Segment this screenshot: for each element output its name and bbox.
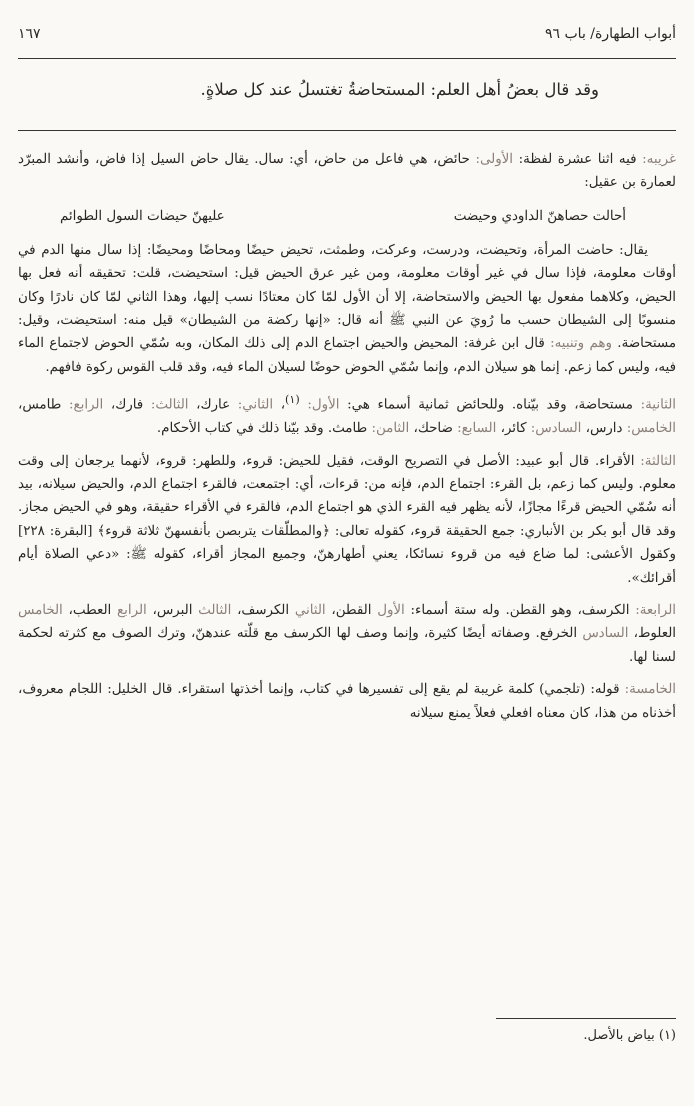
commentary-paragraph-3	[18, 388, 676, 440]
verse-first-hemistich: أحالت حصاهنّ الداودي وحيضت	[453, 208, 626, 224]
page-number: ١٦٧	[18, 26, 41, 42]
keyword-ordinal: الأول	[377, 602, 405, 618]
commentary	[18, 148, 676, 734]
text-span: كائر،	[496, 421, 531, 437]
keyword-ordinal: السابع:	[457, 421, 497, 437]
keyword-ordinal: الخامس:	[626, 421, 676, 437]
keyword-fourth: الرابعة:	[635, 602, 676, 618]
text-span: الخرفع. وصفاته أيضًا كثيرة، وإنما وصف لها الكرسف مع قلّته عندهنّ، وترك الصوف مع كثرته لحكمة لسنا لها.	[18, 626, 676, 665]
text-span: يقال: حاضت المرأة، وتحيضت، ودرست، وعركت، وطمثت، تحيض حيضًا ومحاضًا ومحيضًا: إذا سال منها الدم في أوقات معلومة، فإذا سال في غير أوقات معلومة، ومن غير عرق الحيض قيل: استحيضت، قلت: تحقيقه أنه فعل بها الحيض، وكلاهما مفعول بها الحيض والاستحاضة، إلا أن الأول لمّا كان معتادًا نسب إليها، وهذا الثاني لمّا كان نادرًا وكان منسوبًا إلى الشيطان حسب ما رُويَ عن النبي ﷺ أنه قال: «إنها ركضة من الشيطان» قيل منه: استحيضت، وقيل: مستحاضة.	[18, 242, 677, 352]
keyword-ordinal: السادس	[582, 626, 629, 642]
keyword-first: الأولى:	[475, 152, 514, 167]
text-span: مستحاضة، وقد بيّناه. وللحائض ثمانية أسماء هي:	[339, 397, 641, 413]
keyword-warning: وهم وتنبيه:	[550, 336, 612, 352]
chapter-title: أبواب الطهارة/ باب ٩٦	[545, 26, 676, 42]
text-span: فارك،	[103, 397, 151, 413]
running-header	[18, 26, 676, 48]
text-span: دارس،	[581, 421, 627, 437]
commentary-paragraph-1	[18, 148, 676, 195]
commentary-paragraph-4	[18, 450, 676, 590]
text-span: فيه اثنا عشرة لفظة:	[513, 152, 643, 167]
text-span: الأقراء. قال أبو عبيد: الأصل في التصريح الوقت، فقيل للحيض: قروء، وللطهر: قروء، لأنهما يرجعان إلى وقت معلوم. وليس كما زعم، بل القرء: اجتماع الدم، فإنه من: قرءات، أي: اجتمعت، فالقرء اجتماع الدم، والحيض سيلانه، بيد أنه سُمّي الحيض قرءًا مجازًا، لأنه يظهر فيه القرء الذي هو اجتماع الدم، فالقرء في الأقراء حقيقة، وهو في الحيض مجاز. وقد قال أبو بكر بن الأنباري: جمع الحقيقة قروء، كقوله تعالى: ﴿والمطلّقات يتربصن بأنفسهنّ ثلاثة قروء﴾ [البقرة: ٢٢٨] وكقول الأعشى: لما ضاع فيه من قروء نسائكا، يعني أطهارهنّ، وجميع المجاز أقراء، كقوله ﷺ: «دعي الصلاة أيام أقرائك».	[18, 453, 676, 586]
keyword-ordinal: الثاني:	[237, 397, 274, 413]
keyword-gharibuh: غريبه:	[642, 152, 676, 167]
commentary-divider	[18, 130, 676, 131]
text-span: عارك،	[188, 397, 238, 413]
text-span: ،	[273, 397, 286, 413]
text-span: القطن،	[325, 602, 378, 618]
keyword-ordinal: الثالث:	[150, 397, 189, 413]
verse-second-hemistich: عليهنّ حيضات السول الطوائم	[60, 208, 225, 224]
keyword-ordinal: السادس:	[530, 421, 582, 437]
keyword-ordinal: الثامن:	[371, 421, 410, 437]
text-span: البرس،	[146, 602, 199, 618]
footnote: (١) بياض بالأصل.	[583, 1028, 676, 1043]
text-span: الكرسف، وهو القطن. وله ستة أسماء:	[404, 602, 636, 618]
keyword-ordinal: الثالث	[198, 602, 232, 618]
text-span: طامث. وقد بيّنا ذلك في كتاب الأحكام.	[156, 421, 372, 437]
text-span: قال ابن غرفة: المحيض والحيض اجتماع الدم إلى ذلك المكان، وبه سُمّي الحوض لاجتماع الماء فيه، وليس كما زعم. إنما هو سيلان الدم، وإنما سُمّي الحوض حوضًا لسيلان الماء فيه، وقد قلب القوس ركوة فافهم.	[18, 336, 676, 375]
text-span: ضاحك،	[409, 421, 458, 437]
keyword-second: الثانية:	[640, 397, 676, 413]
commentary-paragraph-6	[18, 678, 676, 725]
footnote-divider	[496, 1018, 676, 1019]
keyword-ordinal: الرابع:	[68, 397, 104, 413]
commentary-paragraph-2	[18, 239, 676, 379]
poetry-verse	[18, 205, 676, 229]
text-span: العلوط،	[628, 626, 677, 642]
keyword-fifth: الخامسة:	[624, 682, 676, 698]
text-span: العطب،	[62, 602, 117, 618]
keyword-third: الثالثة:	[640, 453, 676, 469]
main-text: وقد قال بعضُ أهل العلم: المستحاضةُ تغتسلُ عند كل صلاةٍ.	[200, 80, 599, 99]
footnote-reference[interactable]: (١)	[285, 393, 300, 407]
text-span: طامس،	[18, 397, 69, 413]
keyword-ordinal: الرابع	[117, 602, 147, 618]
text-span: حائض، هي فاعل من حاض، أي: سال. يقال حاض السيل إذا فاض، وأنشد المبرّد لعمارة بن عقيل:	[18, 152, 676, 191]
keyword-ordinal: الثاني	[294, 602, 326, 618]
header-divider	[18, 58, 676, 59]
keyword-first: الأول:	[307, 397, 340, 413]
text-span: قوله: (تلجمي) كلمة غريبة لم يقع إلى تفسيرها في كتاب، وإنما أخذتها استقراء. قال الخليل: اللجام معروف، أخذناه من هذا، كان معناه افعلي فعلاً يمنع سيلانه	[18, 682, 676, 721]
commentary-paragraph-5	[18, 599, 676, 669]
keyword-ordinal: الخامس	[18, 602, 63, 618]
text-span: الكرسف،	[231, 602, 295, 618]
